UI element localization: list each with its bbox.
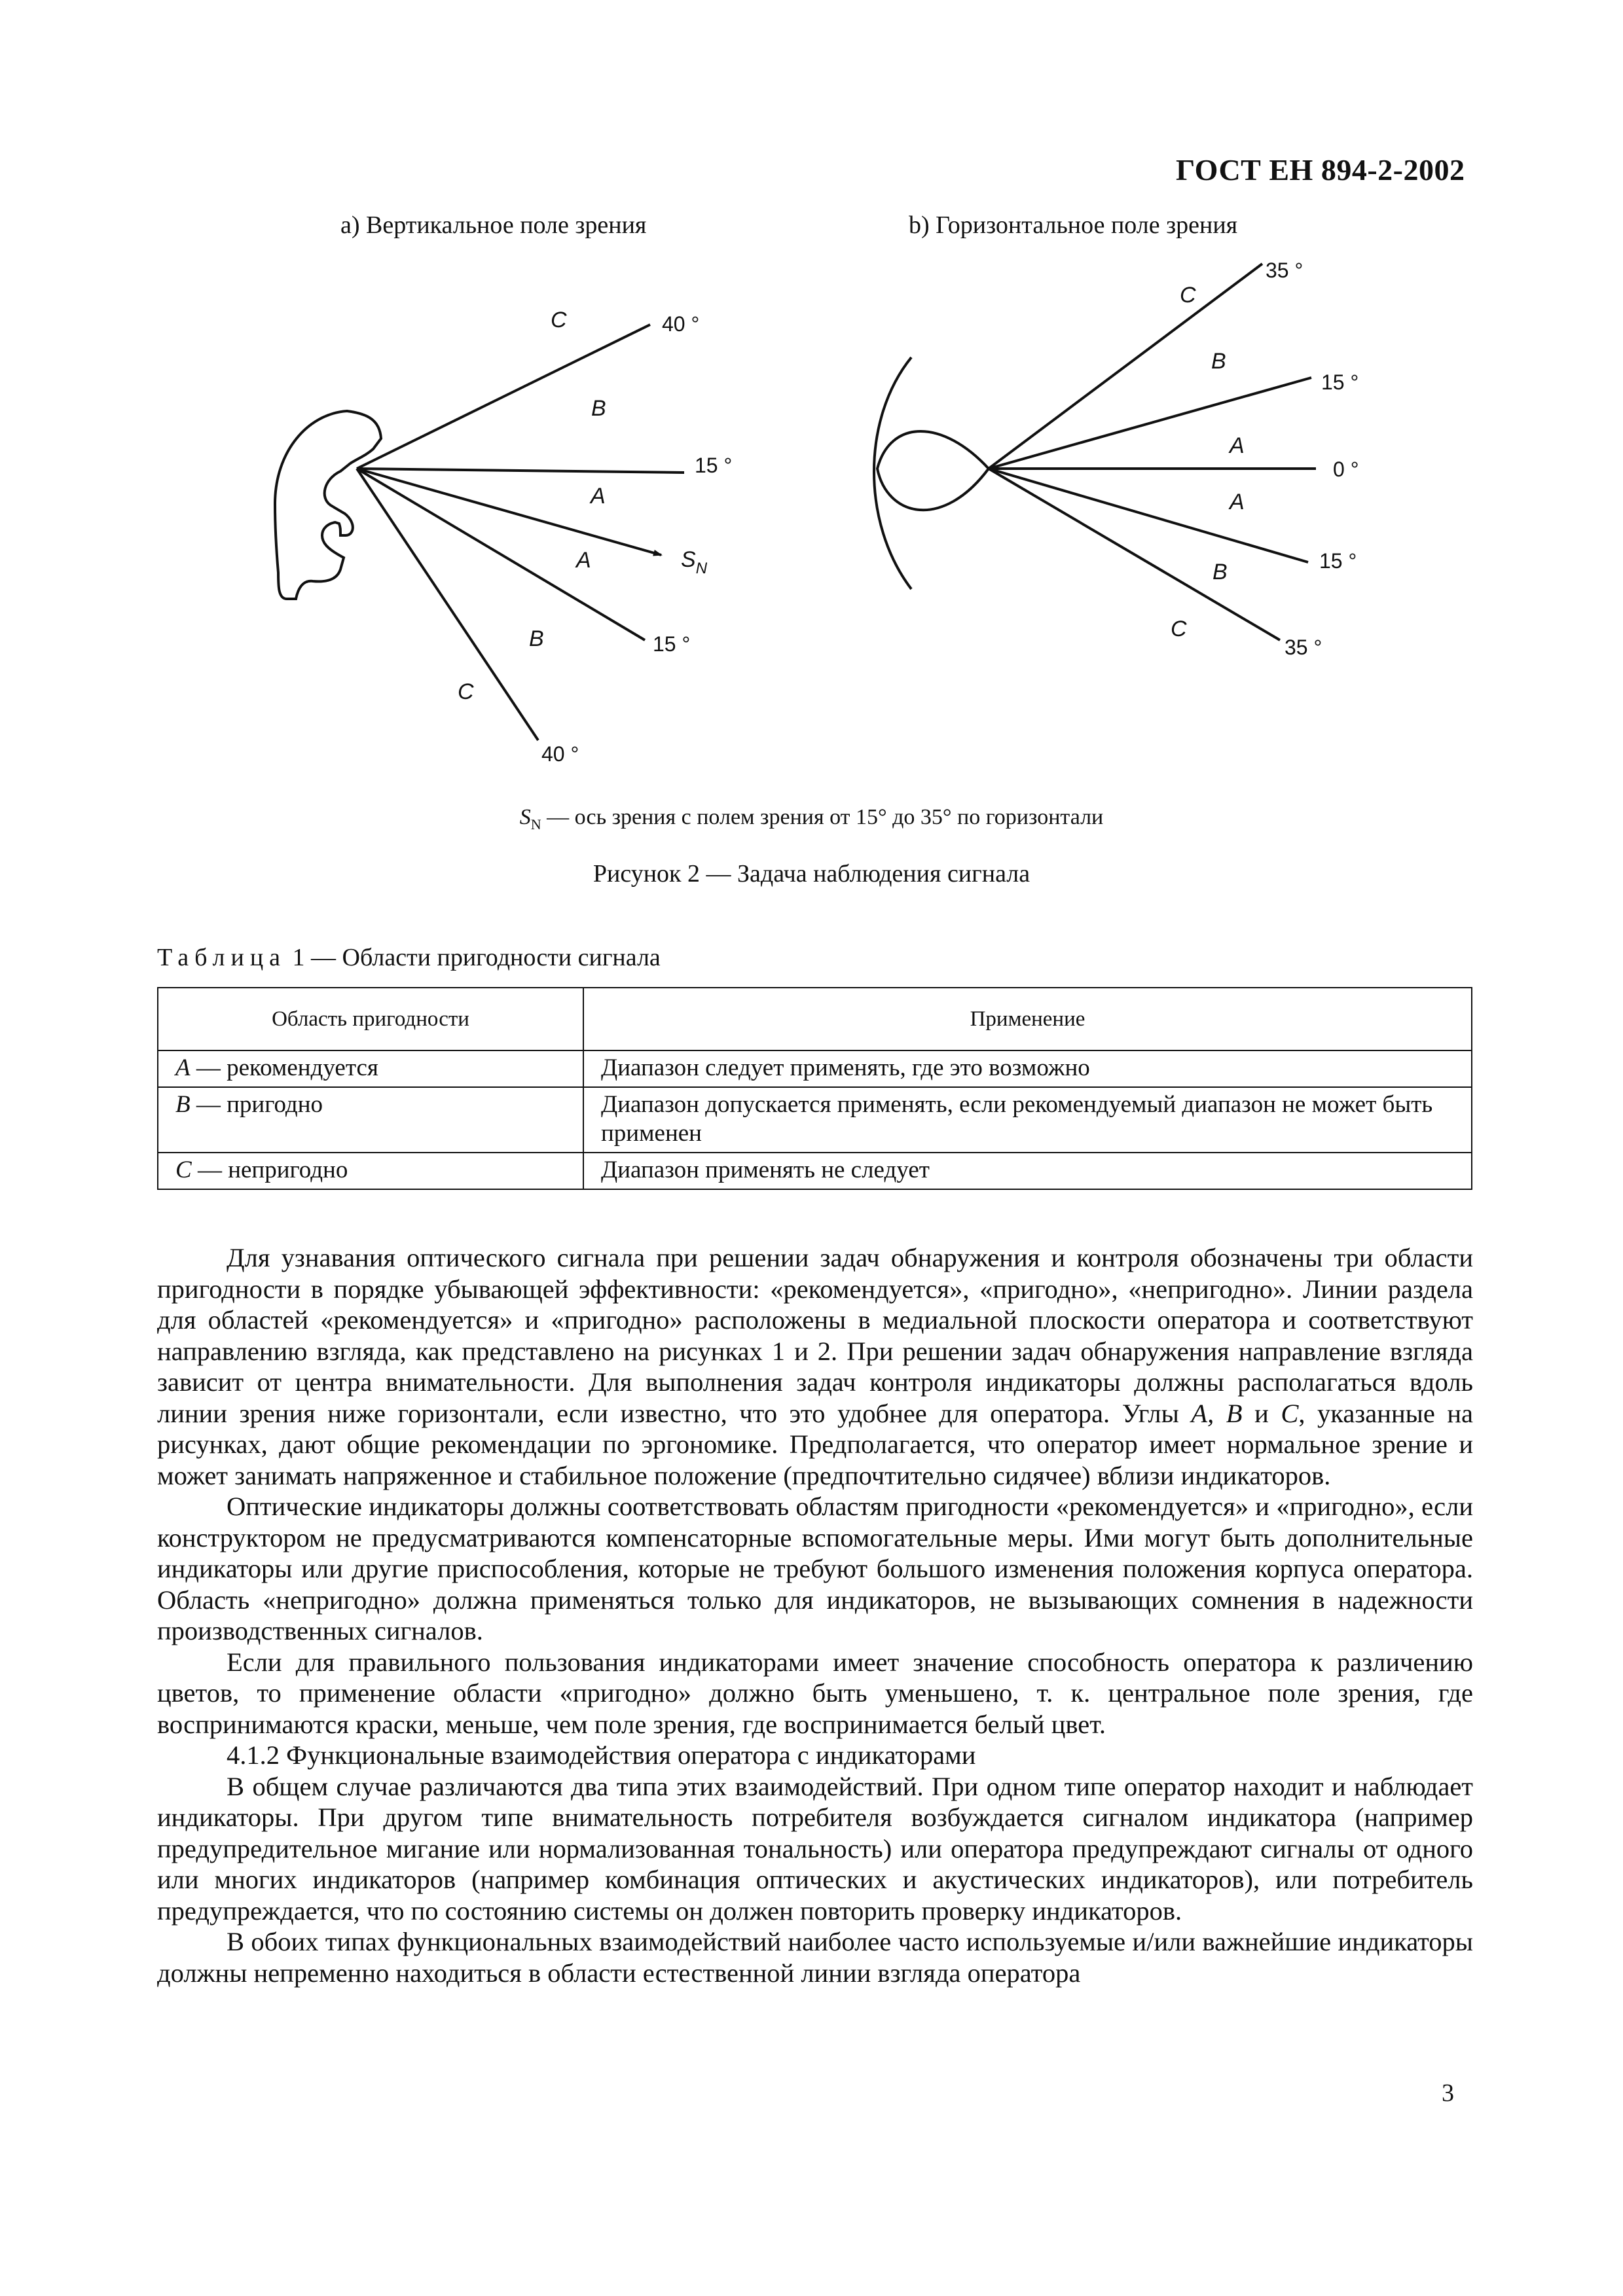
horizontal-zone-a-bottom: A (1230, 490, 1245, 514)
horizontal-angle-15-top: 15 ° (1321, 370, 1359, 394)
paragraph: В обоих типах функциональных взаимодействий наиболее часто используемые и/или важнейшие индикаторы должны непременно находиться в области естественной линии взгляда оператора (157, 1927, 1473, 1988)
horizontal-ray-15-up (989, 378, 1311, 469)
horizontal-angle-0: 0 ° (1333, 457, 1359, 481)
horizontal-zone-a-top: A (1230, 433, 1245, 458)
vertical-ray-sn (357, 469, 661, 555)
vertical-angle-15-top: 15 ° (695, 454, 733, 477)
table-header-area: Область пригодности (158, 988, 583, 1050)
page-number: 3 (1442, 2079, 1454, 2107)
horizontal-zone-c-bottom: C (1171, 617, 1187, 641)
table-cell-use: Диапазон следует применять, где это возможно (583, 1050, 1472, 1087)
vertical-zone-b-top: B (591, 396, 606, 421)
section-heading: 4.1.2 Функциональные взаимодействия оператора с индикаторами (227, 1740, 976, 1770)
vertical-field-diagram (0, 0, 1623, 798)
paragraph: Для узнавания оптического сигнала при решении задач обнаружения и контроля обозначены три области пригодности в порядке убывающей эффективности: «рекомендуется», «пригодно», «непригодно». Линии раздела для областей «рекомендуется» и «пригодно» расположены в медиальной плоскости оператора и соответствуют направлению взгляда, как представлено на рисунках 1 и 2. При решении задач обнаружения направление взгляда зависит от центра внимательности. Для выполнения задач контроля индикаторы должны располагаться вдоль линии зрения ниже горизонтали, если известно, что это удобнее для оператора. Углы A, B и C, указанные на рисунках, дают общие рекомендации по эргономике. Предполагается, что оператор имеет нормальное зрение и может занимать напряженное и стабильное положение (предпочтительно сидячее) вблизи индикаторов. (157, 1243, 1474, 1490)
body-text (157, 1242, 1473, 1988)
vertical-ray-40-up (357, 325, 650, 469)
horizontal-angle-35-bottom: 35 ° (1285, 636, 1322, 659)
paragraph: В общем случае различаются два типа этих взаимодействий. При одном типе оператор находит и наблюдает индикаторы. При другом типе внимательность потребителя возбуждается сигналом индикатора (например предупредительное мигание или нормализованная тональность) или оператора предупреждают сигналы от одного или многих индикаторов (например комбинация оптических и акустических индикаторов), или потребитель предупреждается, что по состоянию системы он должен повторить проверку индикаторов. (157, 1771, 1473, 1926)
table-row (158, 1087, 1472, 1153)
table-title: Таблица 1 — Области пригодности сигнала (157, 944, 661, 971)
vertical-sn-label: $S_N$ (681, 547, 708, 577)
horizontal-zone-b-bottom: B (1213, 560, 1228, 584)
figure-caption: Рисунок 2 — Задача наблюдения сигнала (593, 860, 1030, 888)
vertical-zone-c-top: C (551, 308, 567, 332)
table-row (158, 1153, 1472, 1189)
horizontal-field-title: b) Горизонтальное поле зрения (909, 211, 1238, 239)
horizontal-angle-15-bottom: 15 ° (1319, 549, 1357, 573)
vertical-field-title: а) Вертикальное поле зрения (340, 211, 647, 239)
table-cell-use: Диапазон допускается применять, если рекомендуемый диапазон не может быть применен (583, 1087, 1472, 1153)
table-cell-area: C — непригодно (158, 1153, 583, 1189)
figure-note: $S_N$ — ось зрения с полем зрения от 15° до 35° по горизонтали (519, 805, 1104, 833)
suitability-table (157, 987, 1472, 1190)
horizontal-zone-c-top: C (1180, 283, 1196, 308)
vertical-ray-15-up (357, 469, 684, 473)
horizontal-angle-35-top: 35 ° (1266, 259, 1304, 282)
table-row (158, 1050, 1472, 1087)
document-standard-header: ГОСТ ЕН 894-2-2002 (1176, 153, 1465, 187)
table-header-use: Применение (583, 988, 1472, 1050)
vertical-zone-b-bottom: B (529, 626, 544, 651)
vertical-ray-40-down (357, 469, 538, 740)
table-cell-use: Диапазон применять не следует (583, 1153, 1472, 1189)
head-profile-icon (275, 411, 381, 599)
vertical-zone-a-top: A (591, 484, 606, 509)
vertical-angle-15-bottom: 15 ° (653, 632, 691, 656)
top-head-outline-icon (877, 431, 989, 510)
vertical-angle-40-bottom: 40 ° (541, 742, 579, 766)
horizontal-zone-b-top: B (1211, 349, 1226, 374)
horizontal-field-diagram (874, 264, 1316, 640)
paragraph: Если для правильного пользования индикаторами имеет значение способность оператора к различению цветов, то применение области «пригодно» должно быть уменьшено, т. к. центральное поле зрения, где воспринимаются краски, меньше, чем поле зрения, где воспринимается белый цвет. (157, 1647, 1473, 1739)
paragraph: Оптические индикаторы должны соответствовать областям пригодности «рекомендуется» и «пригодно», если конструктором не предусматриваются компенсаторные вспомогательные меры. Ими могут быть дополнительные индикаторы или другие приспособления, которые не требуют большого изменения положения корпуса оператора. Область «непригодно» должна применяться только для индикаторов, не вызывающих сомнения в надежности производственных сигналов. (157, 1492, 1473, 1645)
horizontal-ray-15-down (989, 469, 1308, 562)
vertical-zone-c-bottom: C (458, 679, 474, 704)
table-cell-area: B — пригодно (158, 1087, 583, 1153)
vertical-zone-a-bottom: A (576, 548, 591, 573)
vertical-angle-40-top: 40 ° (662, 312, 700, 336)
table-cell-area: A — рекомендуется (158, 1050, 583, 1087)
